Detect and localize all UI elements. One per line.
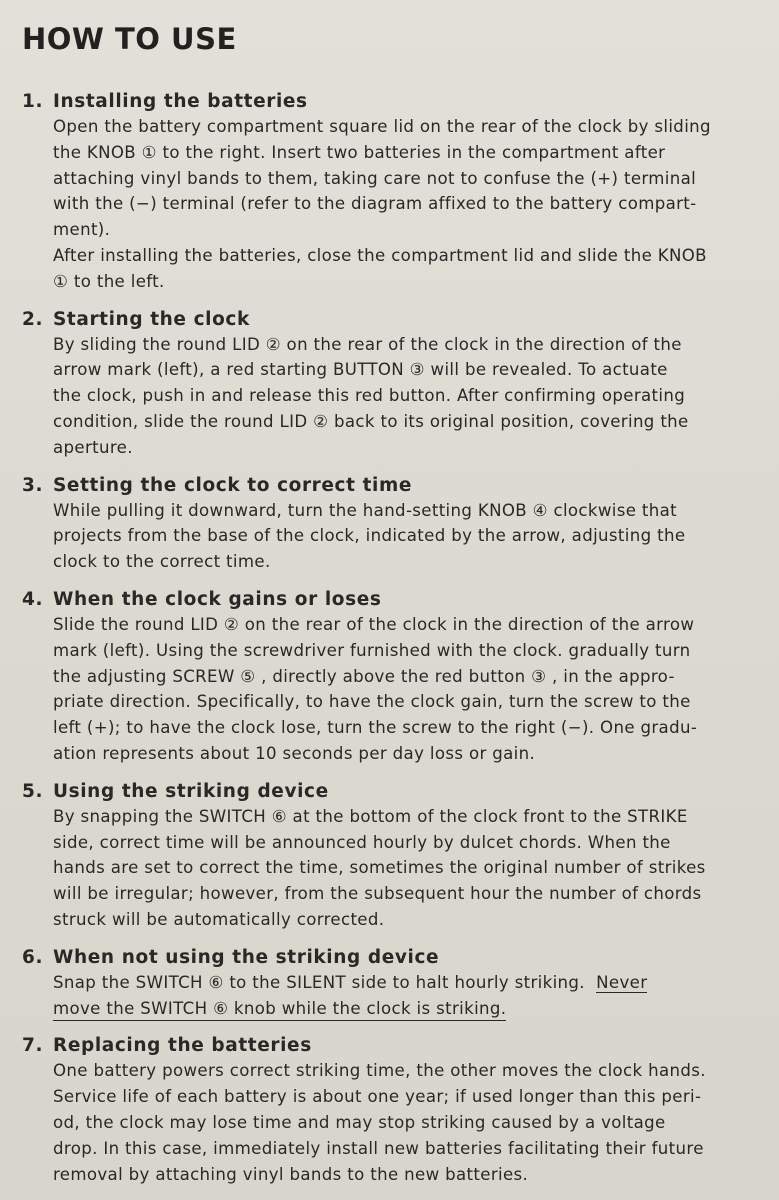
- section-number: 6.: [22, 946, 44, 968]
- body-line: condition, slide the round LID ② back to its original position, covering the: [53, 411, 689, 431]
- body-line: [53, 970, 761, 996]
- section-number: 5.: [22, 780, 44, 802]
- section-body: [53, 804, 761, 933]
- body-line: hands are set to correct the time, sometimes the original number of strikes: [53, 858, 706, 878]
- body-line: Service life of each battery is about one year; if used longer than this peri-: [53, 1087, 702, 1107]
- body-line: By sliding the round LID ② on the rear of the clock in the direction of the: [53, 334, 682, 354]
- section-number: 4.: [22, 588, 44, 610]
- body-line: struck will be automatically corrected.: [53, 909, 385, 929]
- body-line: ation represents about 10 seconds per day loss or gain.: [53, 743, 536, 763]
- section-title: Installing the batteries: [53, 91, 308, 112]
- section-heading: [22, 90, 761, 114]
- body-line: aperture.: [53, 437, 133, 457]
- body-line: the clock, push in and release this red button. After confirming operating: [53, 386, 686, 406]
- section-title: Replacing the batteries: [53, 1035, 312, 1057]
- body-line: will be irregular; however, from the subsequent hour the number of chords: [53, 884, 702, 904]
- section-heading: [22, 588, 761, 612]
- body-text: Snap the SWITCH ⑥ to the SILENT side to halt hourly striking.: [53, 972, 585, 992]
- body-line: One battery powers correct striking time, the other moves the clock hands.: [53, 1061, 706, 1081]
- body-line: clock to the correct time.: [53, 552, 271, 572]
- body-line: ① to the left.: [53, 271, 165, 291]
- section-body: [53, 332, 761, 461]
- section-starting-clock: [22, 308, 761, 461]
- body-line: arrow mark (left), a red starting BUTTON ③ will be revealed. To actuate: [53, 360, 668, 380]
- body-line: After installing the batteries, close the compartment lid and slide the KNOB: [53, 245, 707, 265]
- body-line: ment).: [53, 220, 111, 240]
- section-heading: [22, 946, 761, 970]
- body-line: drop. In this case, immediately install new batteries facilitating their future: [53, 1138, 704, 1158]
- section-body: [53, 1058, 761, 1187]
- body-line: [53, 996, 761, 1022]
- body-line: mark (left). Using the screwdriver furnished with the clock. gradually turn: [53, 640, 691, 660]
- section-heading: [22, 308, 761, 332]
- section-title: Starting the clock: [53, 308, 250, 330]
- body-line: priate direction. Specifically, to have the clock gain, turn the screw to the: [53, 692, 691, 712]
- section-number: 2.: [22, 308, 44, 330]
- warning-text-underlined: Never: [596, 972, 648, 992]
- section-not-striking: [22, 946, 761, 1022]
- section-body: [53, 612, 761, 767]
- section-heading: [22, 474, 761, 498]
- section-body: [53, 498, 761, 575]
- section-body: [53, 114, 761, 295]
- section-installing-batteries: [22, 90, 761, 295]
- section-title: When the clock gains or loses: [53, 588, 382, 610]
- section-title: When not using the striking device: [53, 946, 440, 968]
- body-line: By snapping the SWITCH ⑥ at the bottom of the clock front to the STRIKE: [53, 806, 688, 826]
- page-title: HOW TO USE: [22, 22, 237, 56]
- body-line: Open the battery compartment square lid on the rear of the clock by sliding: [53, 117, 711, 136]
- section-gains-loses: [22, 588, 761, 767]
- body-line: While pulling it downward, turn the hand-setting KNOB ④ clockwise that: [53, 500, 678, 520]
- section-replacing-batteries: [22, 1034, 761, 1187]
- body-line: the adjusting SCREW ⑤ , directly above the red button ③ , in the appro-: [53, 666, 675, 686]
- section-number: 1.: [22, 91, 44, 112]
- body-line: Slide the round LID ② on the rear of the clock in the direction of the arrow: [53, 614, 695, 634]
- section-heading: [22, 1034, 761, 1058]
- body-line: removal by attaching vinyl bands to the new batteries.: [53, 1164, 529, 1184]
- section-setting-time: [22, 474, 761, 575]
- section-title: Setting the clock to correct time: [53, 474, 413, 496]
- body-line: attaching vinyl bands to them, taking care not to confuse the (+) terminal: [53, 168, 697, 188]
- body-line: od, the clock may lose time and may stop striking caused by a voltage: [53, 1112, 666, 1132]
- section-striking-device: [22, 780, 761, 933]
- warning-text-underlined: move the SWITCH ⑥ knob while the clock is striking.: [53, 998, 506, 1021]
- section-body: [53, 970, 761, 1022]
- section-number: 3.: [22, 474, 44, 496]
- section-heading: [22, 780, 761, 804]
- body-line: with the (−) terminal (refer to the diagram affixed to the battery compart-: [53, 194, 697, 214]
- body-line: left (+); to have the clock lose, turn the screw to the right (−). One gradu-: [53, 718, 698, 738]
- section-number: 7.: [22, 1035, 44, 1057]
- body-line: projects from the base of the clock, indicated by the arrow, adjusting the: [53, 526, 686, 546]
- body-line: the KNOB ① to the right. Insert two batteries in the compartment after: [53, 142, 666, 162]
- section-title: Using the striking device: [53, 780, 329, 802]
- body-line: side, correct time will be announced hourly by dulcet chords. When the: [53, 832, 671, 852]
